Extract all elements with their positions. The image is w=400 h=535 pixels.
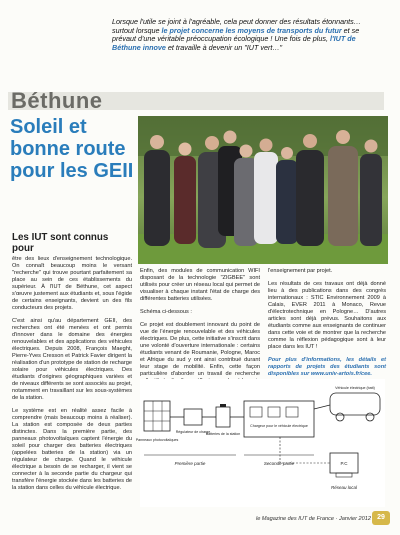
section-header [8,88,384,114]
intro-highlight-1: le projet concerne les moyens de transports du futur [161,25,342,35]
section-word: Béthune [11,88,103,113]
label-pc: P.C [340,461,348,466]
label-part1: Première partie [174,461,206,466]
column-1-paragraph: Le système est en réalité assez facile à comprendre (mais beaucoup moins à réaliser). La station est composée de deux parties distinctes. Dans la première partie, des panneaux photovoltaïques captent l'énergie du soleil pour charger des batteries électriques (appelées batteries de la station) via un régulateur de charge. Quand le véhicule électrique a besoin de se recharger, il vient se connecter à la seconde partie du chargeur qui transfère l'énergie stockée dans les batteries de la station dans celles du véhicule électrique. [12,408,132,491]
page-number-badge: 29 [372,511,390,525]
column-3-paragraph: Les résultats de ces travaux ont déjà donné lieu à des publications dans des congrès internationaux : STIC Environnement 2009 à Calais, EVER 2011 à Monaco, Revue d'électrotechnique en Pologne… D'autres articles sont déjà prévus. Souhaitons aux étudiants comme aux enseignants de continuer dans cette voie et de montrer que la recherche comme la réflexion pédagogique sont à leur place dans les IUT ! [268,281,386,350]
charging-station-diagram [135,379,385,507]
more-info-note: Pour plus d'informations, les détails et rapports de projets des étudiants sont disponibles sur www.univ-artois.fr/cee. [268,357,386,377]
column-1-paragraph: C'est ainsi qu'au département GEII, des recherches ont été menées et ont permis d'innover dans le domaine des énergies renouvelables et des applications des véhicules électriques. Depuis 2008, François Maeght, Pierre-Yves Cresson et Patrick Favier dirigent la réalisation d'un prototype de station de recharge solaire pour véhicules électriques. Des étudiants d'origines géographiques variées et de niveaux différents se sont associés au projet, notamment en travaillant sur les sous-systèmes de la station. [12,318,132,401]
label-part2: Seconde partie [263,461,295,466]
column-1-subtitle: Les IUT sont connus pour [12,232,109,254]
column-1 [12,232,132,498]
column-3-paragraph: l'enseignement par projet. [268,268,333,274]
diagram-svg [135,379,385,507]
column-1-paragraph: être des lieux d'enseignement technologique. On connaît beaucoup moins le versant "recherche" qui trouve pourtant parfaitement sa place au sein de ces établissements du supérieur. À l'IUT de Béthune, cet aspect s'œuvre justement aux étudiants et, sous l'égide de certains enseignants, devient un des fils conducteurs des projets. [12,256,132,311]
column-2-paragraph: Ce projet est doublement innovant du point de vue de l'énergie renouvelable et des véhicules électriques. De plus, cette initiative s'inscrit dans une volonté d'ouverture internationale : certains étudiants venant de Roumanie, Pologne, Maroc et Afrique du sud y ont ainsi contribué durant leur stage de mobilité. Enfin, cette façon particulière d'aborder un travail de recherche [140,322,260,377]
label-vehicle: Véhicule électrique (batt) [335,386,375,390]
intro-text-3: et travaille à devenir un "IUT vert…" [165,42,283,52]
intro-highlight-2: l'IUT de Béthune innove [112,34,356,52]
column-3 [268,268,386,384]
column-2-paragraph: Enfin, des modules de communication WIFI disposant de la technologie "ZIGBEE" sont utilisés pour créer un réseau local qui permet de visualiser à chaque instant l'état de charge des différentes batteries utilisées. [140,268,260,302]
label-regulator: Régulateur de charge [175,430,211,434]
label-panels: Panneaux photovoltaïques [135,438,179,442]
group-photo [138,116,388,264]
intro-text-2: et se prévaut d'une véritable préoccupation écologique ! Une fois de plus, [112,25,360,44]
label-network: Réseau local [330,485,358,490]
magazine-footer: le Magazine des IUT de France · Janvier 2012 [255,516,371,522]
page-title: Soleil et bonne route pour les GEII [10,116,134,182]
label-charger: Chargeur pour le véhicule électrique [250,424,308,428]
column-2-paragraph: Schéma ci-dessous : [140,309,192,315]
group-photo-image [138,116,388,264]
intro-text-1: Lorsque l'utile se joint à l'agréable, cela peut donner des résultats étonnants… surtout lorsque [112,17,361,35]
intro-lead [112,18,384,52]
label-station-batteries: Batteries de la station [205,432,241,436]
